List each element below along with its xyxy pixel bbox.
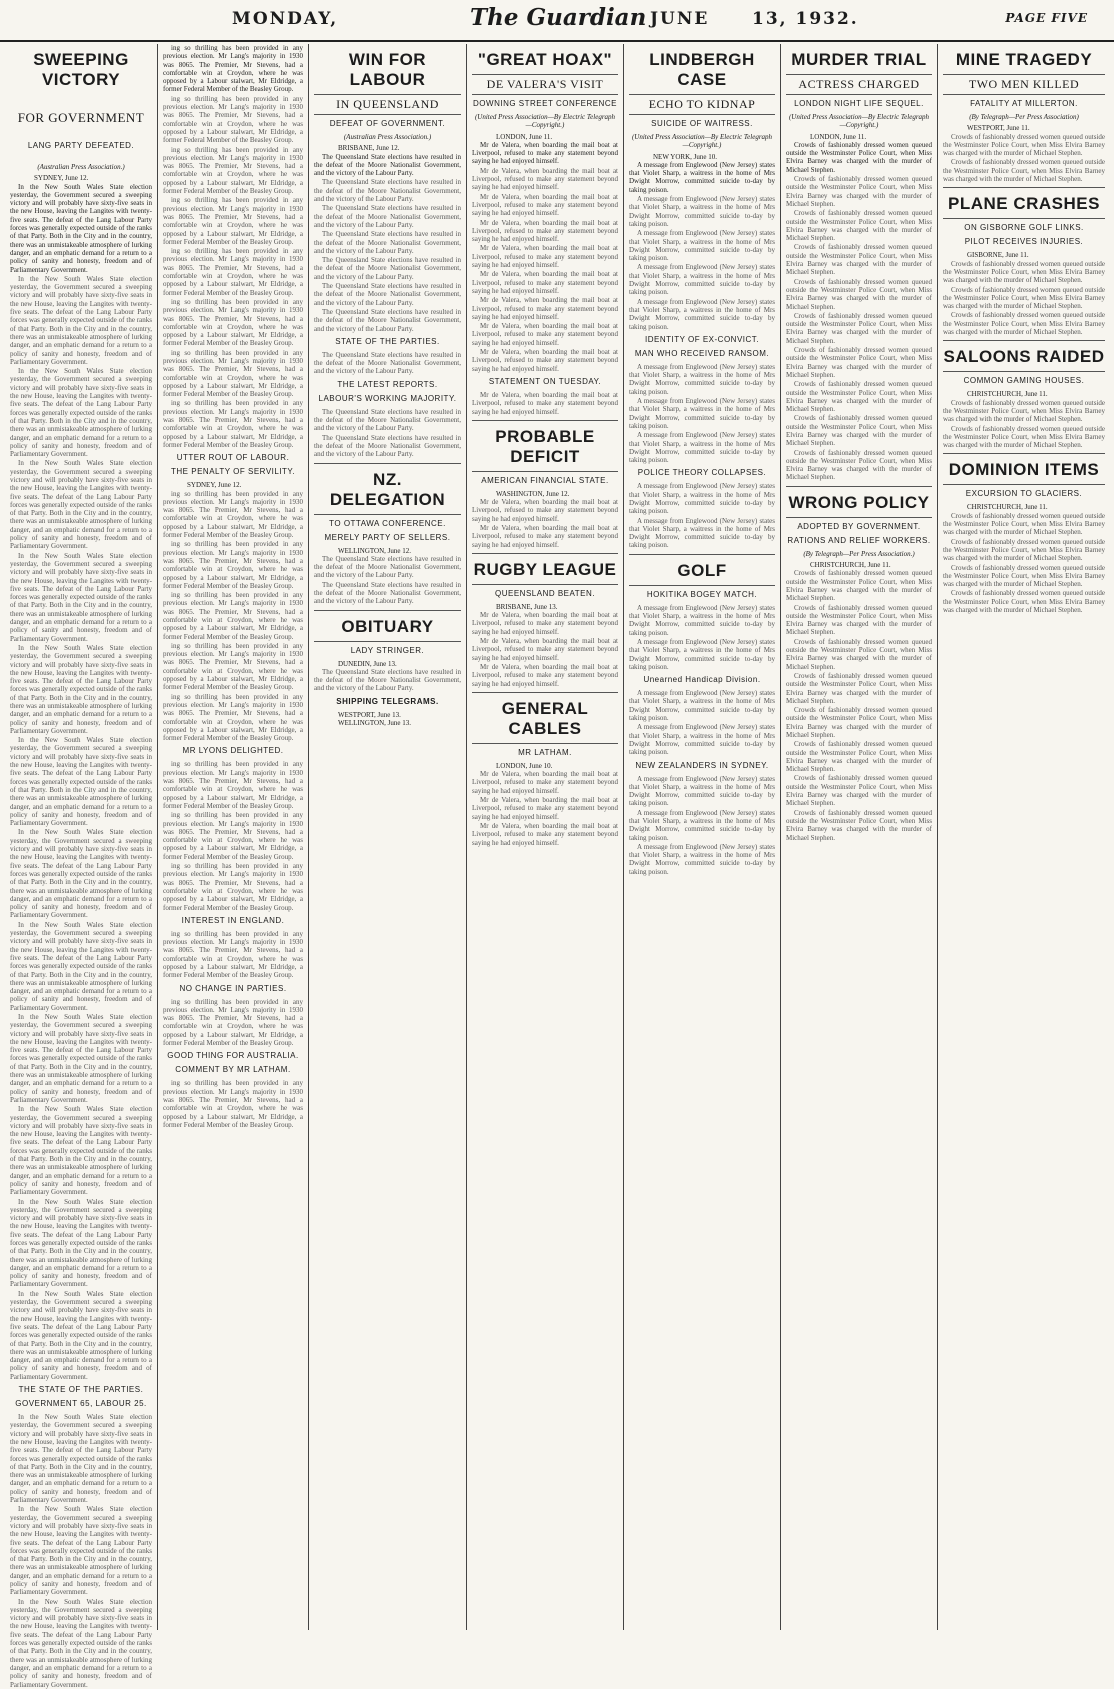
article-text: A message from Englewood (New Jersey) states that Violet Sharp, a waitress in the home of Mrs Dwight Morrow, committed suicide to-day by taking poison. <box>629 263 775 297</box>
article-text: Crowds of fashionably dressed women queued outside the Westminster Police Court, when Miss Elvira Barney was charged with the murder of Michael Stephen. <box>943 285 1105 311</box>
article-text: Mr de Valera, when boarding the mail boat at Liverpool, refused to make any statement beyond saying he had enjoyed himself. <box>472 523 618 549</box>
column-rule <box>466 44 467 1630</box>
dateline: GISBORNE, June 11. <box>967 251 1029 260</box>
headline: LINDBERGH CASE <box>649 50 755 89</box>
article-text: Mr de Valera, when boarding the mail boat at Liverpool, refused to make any statement beyond saying he had enjoyed himself. <box>472 192 618 218</box>
headline: GENERAL CABLES <box>501 698 589 738</box>
section-heading: GOVERNMENT 65, LABOUR 25. <box>15 1399 147 1409</box>
deck: TO OTTAWA CONFERENCE. <box>329 518 446 528</box>
dateline: CHRISTCHURCH, June 11. <box>967 390 1048 399</box>
article-text: Crowds of fashionably dressed women queued outside the Westminster Police Court, when Miss Elvira Barney was charged with the murder of Michael Stephen. <box>943 511 1105 537</box>
article-text: A message from Englewood (New Jersey) states that Violet Sharp, a waitress in the home of Mrs Dwight Morrow, committed suicide to-day by taking poison. <box>629 431 775 465</box>
article-text: Crowds of fashionably dressed women queued outside the Westminster Police Court, when Miss Elvira Barney was charged with the murder of Michael Stephen. <box>943 589 1105 614</box>
dateline: NEW YORK, June 10. <box>653 152 717 161</box>
article-text: Mr de Valera, when boarding the mail boat at Liverpool, refused to make any statement beyond saying he had enjoyed himself. <box>472 322 618 347</box>
dateline: WESTPORT, June 13. <box>338 710 401 719</box>
masthead-title: The Guardian <box>470 4 647 31</box>
article-text: The Queensland State elections have resulted in the defeat of the Moore Nationalist Government, and the victory of the Labour Party. <box>314 407 461 433</box>
deck: DOWNING STREET CONFERENCE <box>473 99 617 108</box>
subheadline: IN QUEENSLAND <box>314 94 461 115</box>
section-heading: GOOD THING FOR AUSTRALIA. <box>167 1051 299 1061</box>
column-1 <box>10 44 152 1689</box>
article-text: The Queensland State elections have resulted in the defeat of the Moore Nationalist Government, and the victory of the Labour Party. <box>314 152 461 178</box>
article-text: ing so thrilling has been provided in any previous election. Mr Lang's majority in 1930 was 8065. The Premier, Mr Stevens, had a comfortable win at Croydon, where he was opposed by a Labour stalwart, Mr Eldridge, a former Federal Member of the Beasley Group. <box>163 692 303 743</box>
headline: WRONG POLICY <box>788 492 930 512</box>
article-text: A message from Englewood (New Jersey) states that Violet Sharp, a waitress in the home of Mrs Dwight Morrow, committed suicide to-day by taking poison. <box>629 229 775 263</box>
article-text: In the New South Wales State election yesterday, the Government secured a sweeping victory and will probably have sixty-five seats in the new House, leaving the Langites with twenty-five seats. The defeat of the Lang Labour Party forces was generally expected outside of the ranks of that Party. Both in the City and in the country, there was an unmistakeable atmosphere of lurking danger, and an emphatic demand for a return to a policy of sanity and honesty, freedom and of Parliamentary Government. <box>10 1012 152 1104</box>
article-text: In the New South Wales State election yesterday, the Government secured a sweeping victory and will probably have sixty-five seats in the new House, leaving the Langites with twenty-five seats. The defeat of the Lang Labour Party forces was generally expected outside of the ranks of that Party. Both in the City and in the country, there was an unmistakeable atmosphere of lurking danger, and an emphatic demand for a return to a policy of sanity and honesty, freedom and of Parliamentary Government. <box>10 274 152 366</box>
headline: PROBABLE DEFICIT <box>495 426 595 466</box>
article-text: In the New South Wales State election yesterday, the Government secured a sweeping victory and will probably have sixty-five seats in the new House, leaving the Langites with twenty-five seats. The defeat of the Lang Labour Party forces was generally expected outside of the ranks of that Party. Both in the City and in the country, there was an unmistakeable atmosphere of lurking danger, and an emphatic demand for a return to a policy of sanity and honesty, freedom and of Parliamentary Government. <box>10 1289 152 1381</box>
dateline: LONDON, June 11. <box>810 132 867 141</box>
article-text: ing so thrilling has been provided in any previous election. Mr Lang's majority in 1930 was 8065. The Premier, Mr Stevens, had a comfortable win at Croydon, where he was opposed by a Labour stalwart, Mr Eldridge, a former Federal Member of the Beasley Group. <box>163 145 303 196</box>
masthead <box>0 0 1114 42</box>
article-text: ing so thrilling has been provided in any previous election. Mr Lang's majority in 1930 was 8065. The Premier, Mr Stevens, had a comfortable win at Croydon, where he was opposed by a Labour stalwart, Mr Eldridge, a former Federal Member of the Beasley Group. <box>163 399 303 449</box>
article-text: Crowds of fashionably dressed women queued outside the Westminster Police Court, when Miss Elvira Barney was charged with the murder of Michael Stephen. <box>786 243 932 277</box>
section-heading: Unearned Handicap Division. <box>643 675 761 685</box>
masthead-date: 13, 1932. <box>752 9 859 29</box>
article-text: A message from Englewood (New Jersey) states that Violet Sharp, a waitress in the home of Mrs Dwight Morrow, committed suicide to-day by taking poison. <box>629 297 775 331</box>
article-text: In the New South Wales State election yesterday, the Government secured a sweeping victory and will probably have sixty-five seats in the new House, leaving the Langites with twenty-five seats. The defeat of the Lang Labour Party forces was generally expected outside of the ranks of that Party. Both in the City and in the country, there was an unmistakeable atmosphere of lurking danger, and an emphatic demand for a return to a policy of sanity and honesty, freedom and of Parliamentary Government. <box>10 736 152 828</box>
column-rule <box>780 44 781 1630</box>
dateline: LONDON, June 10. <box>496 761 553 770</box>
article-text: ing so thrilling has been provided in any previous election. Mr Lang's majority in 1930 was 8065. The Premier, Mr Stevens, had a comfortable win at Croydon, where he was opposed by a Labour stalwart, Mr Eldridge, a former Federal Member of the Beasley Group. <box>163 489 303 540</box>
article-text: Mr de Valera, when boarding the mail boat at Liverpool, refused to make any statement beyond saying he had enjoyed himself. <box>472 611 618 636</box>
section-heading: UTTER ROUT OF LABOUR. <box>176 453 290 463</box>
section-heading: IDENTITY OF EX-CONVICT. <box>644 334 760 344</box>
dateline: SYDNEY, June 12. <box>34 174 89 183</box>
section-heading: SHIPPING TELEGRAMS. <box>336 696 439 706</box>
subheadline: DE VALERA'S VISIT <box>472 74 618 95</box>
section-heading: INTEREST IN ENGLAND. <box>181 915 285 925</box>
article-text: Crowds of fashionably dressed women queued outside the Westminster Police Court, when Miss Elvira Barney was charged with the murder of Michael Stephen. <box>786 808 932 842</box>
article-text: Crowds of fashionably dressed women queued outside the Westminster Police Court, when Miss Elvira Barney was charged with the murder of Michael Stephen. <box>943 398 1105 424</box>
section-heading: NEW ZEALANDERS IN SYDNEY. <box>635 760 769 770</box>
source-line: (United Press Association—By Electric Telegraph—Copyright.) <box>788 113 930 130</box>
subheadline: FOR GOVERNMENT <box>17 110 145 125</box>
section-heading: THE PENALTY OF SERVILITY. <box>171 467 295 477</box>
dateline: WELLINGTON, June 13. <box>338 719 411 728</box>
dateline: CHRISTCHURCH, June 11. <box>810 561 891 570</box>
deck: QUEENSLAND BEATEN. <box>495 588 595 598</box>
article-text: Crowds of fashionably dressed women queued outside the Westminster Police Court, when Miss Elvira Barney was charged with the murder of Michael Stephen. <box>786 603 932 637</box>
column-2 <box>163 44 303 1630</box>
article-text: A message from Englewood (New Jersey) states that Violet Sharp, a waitress in the home of Mrs Dwight Morrow, committed suicide to-day by taking poison. <box>629 160 775 194</box>
article-text: The Queensland State elections have resulted in the defeat of the Moore Nationalist Government, and the victory of the Labour Party. <box>314 282 461 307</box>
source-line: (By Telegraph—Per Press Association.) <box>803 549 915 558</box>
article-text: In the New South Wales State election yesterday, the Government secured a sweeping victory and will probably have sixty-five seats in the new House, leaving the Langites with twenty-five seats. The defeat of the Lang Labour Party forces was generally expected outside of the ranks of that Party. Both in the City and in the country, there was an unmistakeable atmosphere of lurking danger, and an emphatic demand for a return to a policy of sanity and honesty, freedom and of Parliamentary Government. <box>10 1105 152 1197</box>
article-text: Crowds of fashionably dressed women queued outside the Westminster Police Court, when Miss Elvira Barney was charged with the murder of Michael Stephen. <box>786 637 932 671</box>
article-text: In the New South Wales State election yesterday, the Government secured a sweeping victory and will probably have sixty-five seats in the new House, leaving the Langites with twenty-five seats. The defeat of the Lang Labour Party forces was generally expected outside of the ranks of that Party. Both in the City and in the country, there was an unmistakeable atmosphere of lurking danger, and an emphatic demand for a return to a policy of sanity and honesty, freedom and of Parliamentary Government. <box>10 1197 152 1289</box>
article-text: ing so thrilling has been provided in any previous election. Mr Lang's majority in 1930 was 8065. The Premier, Mr Stevens, had a comfortable win at Croydon, where he was opposed by a Labour stalwart, Mr Eldridge, a former Federal Member of the Beasley Group. <box>163 44 303 94</box>
article-text: Mr de Valera, when boarding the mail boat at Liverpool, refused to make any statement beyond saying he had enjoyed himself. <box>472 140 618 166</box>
masthead-day: MONDAY, <box>232 9 339 29</box>
article-text: Crowds of fashionably dressed women queued outside the Westminster Police Court, when Miss Elvira Barney was charged with the murder of Michael Stephen. <box>786 414 932 448</box>
article-text: ing so thrilling has been provided in any previous election. Mr Lang's majority in 1930 was 8065. The Premier, Mr Stevens, had a comfortable win at Croydon, where he was opposed by a Labour stalwart, Mr Eldridge, a former Federal Member of the Beasley Group. <box>163 1079 303 1129</box>
subheadline: TWO MEN KILLED <box>943 74 1105 95</box>
section-heading: THE LATEST REPORTS. <box>337 379 438 389</box>
column-rule <box>937 44 938 1630</box>
article-text: A message from Englewood (New Jersey) states that Violet Sharp, a waitress in the home of Mrs Dwight Morrow, committed suicide to-day by taking poison. <box>629 516 775 550</box>
column-rule <box>157 44 158 1630</box>
article-text: Mr de Valera, when boarding the mail boat at Liverpool, refused to make any statement beyond saying he had enjoyed himself. <box>472 348 618 373</box>
article-text: The Queensland State elections have resulted in the defeat of the Moore Nationalist Government, and the victory of the Labour Party. <box>314 178 461 204</box>
article-text: A message from Englewood (New Jersey) states that Violet Sharp, a waitress in the home of Mrs Dwight Morrow, committed suicide to-day by taking poison. <box>629 842 775 876</box>
article-text: Crowds of fashionably dressed women queued outside the Westminster Police Court, when Miss Elvira Barney was charged with the murder of Michael Stephen. <box>786 448 932 482</box>
column-7 <box>943 44 1105 1630</box>
article-text: ing so thrilling has been provided in any previous election. Mr Lang's majority in 1930 was 8065. The Premier, Mr Stevens, had a comfortable win at Croydon, where he was opposed by a Labour stalwart, Mr Eldridge, a former Federal Member of the Beasley Group. <box>163 94 303 145</box>
section-heading: LABOUR'S WORKING MAJORITY. <box>318 393 457 403</box>
article-text: Crowds of fashionably dressed women queued outside the Westminster Police Court, when Miss Elvira Barney was charged with the murder of Michael Stephen. <box>943 132 1105 158</box>
article-text: The Queensland State elections have resulted in the defeat of the Moore Nationalist Government, and the victory of the Labour Party. <box>314 667 461 693</box>
column-6 <box>786 44 932 1630</box>
article-text: In the New South Wales State election yesterday, the Government secured a sweeping victory and will probably have sixty-five seats in the new House, leaving the Langites with twenty-five seats. The defeat of the Lang Labour Party forces was generally expected outside of the ranks of that Party. Both in the City and in the country, there was an unmistakeable atmosphere of lurking danger, and an emphatic demand for a return to a policy of sanity and honesty, freedom and of Parliamentary Government. <box>10 551 152 643</box>
section-heading: POLICE THEORY COLLAPSES. <box>637 468 767 478</box>
article-text: The Queensland State elections have resulted in the defeat of the Moore Nationalist Government, and the victory of the Labour Party. <box>314 256 461 281</box>
deck: PILOT RECEIVES INJURIES. <box>964 237 1084 247</box>
article-text: Crowds of fashionably dressed women queued outside the Westminster Police Court, when Miss Elvira Barney was charged with the murder of Michael Stephen. <box>786 706 932 739</box>
article-text: In the New South Wales State election yesterday, the Government secured a sweeping victory and will probably have sixty-five seats in the new House, leaving the Langites with twenty-five seats. The defeat of the Lang Labour Party forces was generally expected outside of the ranks of that Party. Both in the City and in the country, there was an unmistakeable atmosphere of lurking danger, and an emphatic demand for a return to a policy of sanity and honesty, freedom and of Parliamentary Government. <box>10 828 152 920</box>
article-text: A message from Englewood (New Jersey) states that Violet Sharp, a waitress in the home of Mrs Dwight Morrow, committed suicide to-day by taking poison. <box>629 482 775 516</box>
headline: SALOONS RAIDED <box>943 347 1105 367</box>
article-text: ing so thrilling has been provided in any previous election. Mr Lang's majority in 1930 was 8065. The Premier, Mr Stevens, had a comfortable win at Croydon, where he was opposed by a Labour stalwart, Mr Eldridge, a former Federal Member of the Beasley Group. <box>163 591 303 641</box>
article-text: The Queensland State elections have resulted in the defeat of the Moore Nationalist Government, and the victory of the Labour Party. <box>314 350 461 376</box>
article-text: The Queensland State elections have resulted in the defeat of the Moore Nationalist Government, and the victory of the Labour Party. <box>314 204 461 229</box>
section-heading: STATE OF THE PARTIES. <box>335 336 440 346</box>
article-text: ing so thrilling has been provided in any previous election. Mr Lang's majority in 1930 was 8065. The Premier, Mr Stevens, had a comfortable win at Croydon, where he was opposed by a Labour stalwart, Mr Eldridge, a former Federal Member of the Beasley Group. <box>163 540 303 590</box>
article-text: Crowds of fashionably dressed women queued outside the Westminster Police Court, when Miss Elvira Barney was charged with the murder of Michael Stephen. <box>786 774 932 808</box>
headline: NZ. DELEGATION <box>329 469 446 509</box>
page-number: PAGE FIVE <box>1005 11 1088 25</box>
article-text: In the New South Wales State election yesterday, the Government secured a sweeping victory and will probably have sixty-five seats in the new House, leaving the Langites with twenty-five seats. The defeat of the Lang Labour Party forces was generally expected outside of the ranks of that Party. Both in the City and in the country, there was an unmistakeable atmosphere of lurking danger, and an emphatic demand for a return to a policy of sanity and honesty, freedom and of Parliamentary Government. <box>10 1597 152 1689</box>
deck: AMERICAN FINANCIAL STATE. <box>481 475 609 485</box>
article-text: ing so thrilling has been provided in any previous election. Mr Lang's majority in 1930 was 8065. The Premier, Mr Stevens, had a comfortable win at Croydon, where he was opposed by a Labour stalwart, Mr Eldridge, a former Federal Member of the Beasley Group. <box>163 929 303 980</box>
article-text: In the New South Wales State election yesterday, the Government secured a sweeping victory and will probably have sixty-five seats in the new House, leaving the Langites with twenty-five seats. The defeat of the Lang Labour Party forces was generally expected outside of the ranks of that Party. Both in the City and in the country, there was an unmistakeable atmosphere of lurking danger, and an emphatic demand for a return to a policy of sanity and honesty, freedom and of Parliamentary Government. <box>10 920 152 1012</box>
article-text: In the New South Wales State election yesterday, the Government secured a sweeping victory and will probably have sixty-five seats in the new House, leaving the Langites with twenty-five seats. The defeat of the Lang Labour Party forces was generally expected outside of the ranks of that Party. Both in the City and in the country, there was an unmistakeable atmosphere of lurking danger, and an emphatic demand for a return to a policy of sanity and honesty, freedom and of Parliamentary Government. <box>10 1505 152 1597</box>
dateline: WESTPORT, June 11. <box>967 124 1030 133</box>
headline: GOLF <box>677 560 727 580</box>
article-text: The Queensland State elections have resulted in the defeat of the Moore Nationalist Government, and the victory of the Labour Party. <box>314 307 461 333</box>
dateline: SYDNEY, June 12. <box>187 481 242 490</box>
column-4 <box>472 44 618 1630</box>
article-text: Mr de Valera, when boarding the mail boat at Liverpool, refused to make any statement beyond saying he had enjoyed himself. <box>472 662 618 688</box>
article-text: ing so thrilling has been provided in any previous election. Mr Lang's majority in 1930 was 8065. The Premier, Mr Stevens, had a comfortable win at Croydon, where he was opposed by a Labour stalwart, Mr Eldridge, a former Federal Member of the Beasley Group. <box>163 348 303 399</box>
article-text: A message from Englewood (New Jersey) states that Violet Sharp, a waitress in the home of Mrs Dwight Morrow, committed suicide to-day by taking poison. <box>629 808 775 842</box>
article-text: Crowds of fashionably dressed women queued outside the Westminster Police Court, when Miss Elvira Barney was charged with the murder of Michael Stephen. <box>786 346 932 379</box>
article-text: The Queensland State elections have resulted in the defeat of the Moore Nationalist Government, and the victory of the Labour Party. <box>314 580 461 606</box>
deck: LANG PARTY DEFEATED. <box>27 141 135 150</box>
article-text: Crowds of fashionably dressed women queued outside the Westminster Police Court, when Miss Elvira Barney was charged with the murder of Michael Stephen. <box>786 175 932 208</box>
headline: MINE TRAGEDY <box>955 50 1093 69</box>
section-heading: MR LYONS DELIGHTED. <box>182 746 284 756</box>
deck: HOKITIKA BOGEY MATCH. <box>646 589 758 599</box>
headline: PLANE CRASHES <box>948 194 1100 214</box>
article-text: Crowds of fashionably dressed women queued outside the Westminster Police Court, when Miss Elvira Barney was charged with the murder of Michael Stephen. <box>943 259 1105 285</box>
article-text: A message from Englewood (New Jersey) states that Violet Sharp, a waitress in the home of Mrs Dwight Morrow, committed suicide to-day by taking poison. <box>629 723 775 757</box>
article-text: Crowds of fashionably dressed women queued outside the Westminster Police Court, when Miss Elvira Barney was charged with the murder of Michael Stephen. <box>786 209 932 243</box>
deck: FATALITY AT MILLERTON. <box>970 99 1078 108</box>
article-text: Mr de Valera, when boarding the mail boat at Liverpool, refused to make any statement beyond saying he had enjoyed himself. <box>472 218 618 244</box>
article-text: ing so thrilling has been provided in any previous election. Mr Lang's majority in 1930 was 8065. The Premier, Mr Stevens, had a comfortable win at Croydon, where he was opposed by a Labour stalwart, Mr Eldridge, a former Federal Member of the Beasley Group. <box>163 760 303 810</box>
article-text: Mr de Valera, when boarding the mail boat at Liverpool, refused to make any statement beyond saying he had enjoyed himself. <box>472 498 618 523</box>
article-text: A message from Englewood (New Jersey) states that Violet Sharp, a waitress in the home of Mrs Dwight Morrow, committed suicide to-day by taking poison. <box>629 637 775 671</box>
section-heading: MAN WHO RECEIVED RANSOM. <box>634 348 770 358</box>
dateline: LONDON, June 11. <box>496 132 553 141</box>
section-heading: COMMENT BY MR LATHAM. <box>175 1065 291 1075</box>
article-text: Crowds of fashionably dressed women queued outside the Westminster Police Court, when Miss Elvira Barney was charged with the murder of Michael Stephen. <box>943 311 1105 337</box>
source-line: (By Telegraph—Per Press Association) <box>969 113 1079 121</box>
deck: MERELY PARTY OF SELLERS. <box>324 532 451 542</box>
article-text: A message from Englewood (New Jersey) states that Violet Sharp, a waitress in the home of Mrs Dwight Morrow, committed suicide to-day by taking poison. <box>629 397 775 430</box>
section-heading: STATEMENT ON TUESDAY. <box>488 376 602 386</box>
article-text: In the New South Wales State election yesterday, the Government secured a sweeping victory and will probably have sixty-five seats in the new House, leaving the Langites with twenty-five seats. The defeat of the Lang Labour Party forces was generally expected outside of the ranks of that Party. Both in the City and in the country, there was an unmistakeable atmosphere of lurking danger, and an emphatic demand for a return to a policy of sanity and honesty, freedom and of Parliamentary Government. <box>10 182 152 274</box>
deck: EXCURSION TO GLACIERS. <box>965 489 1083 499</box>
deck: MR LATHAM. <box>518 747 572 757</box>
headline: RUGBY LEAGUE <box>473 559 617 579</box>
article-text: In the New South Wales State election yesterday, the Government secured a sweeping victory and will probably have sixty-five seats in the new House, leaving the Langites with twenty-five seats. The defeat of the Lang Labour Party forces was generally expected outside of the ranks of that Party. Both in the City and in the country, there was an unmistakeable atmosphere of lurking danger, and an emphatic demand for a return to a policy of sanity and honesty, freedom and of Parliamentary Government. <box>10 643 152 735</box>
article-text: In the New South Wales State election yesterday, the Government secured a sweeping victory and will probably have sixty-five seats in the new House, leaving the Langites with twenty-five seats. The defeat of the Lang Labour Party forces was generally expected outside of the ranks of that Party. Both in the City and in the country, there was an unmistakeable atmosphere of lurking danger, and an emphatic demand for a return to a policy of sanity and honesty, freedom and of Parliamentary Government. <box>10 1413 152 1505</box>
article-text: ing so thrilling has been provided in any previous election. Mr Lang's majority in 1930 was 8065. The Premier, Mr Stevens, had a comfortable win at Croydon, where he was opposed by a Labour stalwart, Mr Eldridge, a former Federal Member of the Beasley Group. <box>163 196 303 246</box>
headline: SWEEPING VICTORY <box>33 50 129 89</box>
subheadline: ECHO TO KIDNAP <box>629 94 775 115</box>
article-text: A message from Englewood (New Jersey) states that Violet Sharp, a waitress in the home of Mrs Dwight Morrow, committed suicide to-day by taking poison. <box>629 689 775 723</box>
masthead-month: JUNE <box>650 9 710 29</box>
article-text: A message from Englewood (New Jersey) states that Violet Sharp, a waitress in the home of Mrs Dwight Morrow, committed suicide to-day by taking poison. <box>629 774 775 808</box>
dateline: BRISBANE, June 12. <box>338 144 400 153</box>
deck: RATIONS AND RELIEF WORKERS. <box>787 535 931 545</box>
deck: ADOPTED BY GOVERNMENT. <box>797 521 921 531</box>
article-text: A message from Englewood (New Jersey) states that Violet Sharp, a waitress in the home of Mrs Dwight Morrow, committed suicide to-day by taking poison. <box>629 362 775 396</box>
column-rule <box>308 44 309 1630</box>
deck: SUICIDE OF WAITRESS. <box>651 119 753 128</box>
article-text: Mr de Valera, when boarding the mail boat at Liverpool, refused to make any statement beyond saying he had enjoyed himself. <box>472 796 618 821</box>
article-text: Crowds of fashionably dressed women queued outside the Westminster Police Court, when Miss Elvira Barney was charged with the murder of Michael Stephen. <box>943 537 1105 563</box>
column-3 <box>314 44 461 1630</box>
source-line: (United Press Association—By Electric Telegraph—Copyright.) <box>474 113 616 130</box>
subheadline: ACTRESS CHARGED <box>786 74 932 95</box>
dateline: DUNEDIN, June 13. <box>338 659 397 668</box>
source-line: (United Press Association—By Electric Telegraph—Copyright.) <box>631 133 773 150</box>
article-text: ing so thrilling has been provided in any previous election. Mr Lang's majority in 1930 was 8065. The Premier, Mr Stevens, had a comfortable win at Croydon, where he was opposed by a Labour stalwart, Mr Eldridge, a former Federal Member of the Beasley Group. <box>163 862 303 912</box>
section-heading: THE STATE OF THE PARTIES. <box>18 1385 144 1395</box>
deck: ON GISBORNE GOLF LINKS. <box>964 223 1084 233</box>
headline: DOMINION ITEMS <box>948 460 1100 480</box>
article-text: The Queensland State elections have resulted in the defeat of the Moore Nationalist Government, and the victory of the Labour Party. <box>314 554 461 580</box>
article-text: Mr de Valera, when boarding the mail boat at Liverpool, refused to make any statement beyond saying he had enjoyed himself. <box>472 390 618 416</box>
headline: "GREAT HOAX" <box>477 50 613 69</box>
article-text: Crowds of fashionably dressed women queued outside the Westminster Police Court, when Miss Elvira Barney was charged with the murder of Michael Stephen. <box>943 424 1105 450</box>
article-text: Mr de Valera, when boarding the mail boat at Liverpool, refused to make any statement beyond saying he had enjoyed himself. <box>472 166 618 192</box>
column-rule <box>623 44 624 1630</box>
article-text: Mr de Valera, when boarding the mail boat at Liverpool, refused to make any statement beyond saying he had enjoyed himself. <box>472 296 618 321</box>
article-text: Crowds of fashionably dressed women queued outside the Westminster Police Court, when Miss Elvira Barney was charged with the murder of Michael Stephen. <box>943 158 1105 184</box>
article-text: In the New South Wales State election yesterday, the Government secured a sweeping victory and will probably have sixty-five seats in the new House, leaving the Langites with twenty-five seats. The defeat of the Lang Labour Party forces was generally expected outside of the ranks of that Party. Both in the City and in the country, there was an unmistakeable atmosphere of lurking danger, and an emphatic demand for a return to a policy of sanity and honesty, freedom and of Parliamentary Government. <box>10 459 152 551</box>
article-text: In the New South Wales State election yesterday, the Government secured a sweeping victory and will probably have sixty-five seats in the new House, leaving the Langites with twenty-five seats. The defeat of the Lang Labour Party forces was generally expected outside of the ranks of that Party. Both in the City and in the country, there was an unmistakeable atmosphere of lurking danger, and an emphatic demand for a return to a policy of sanity and honesty, freedom and of Parliamentary Government. <box>10 367 152 459</box>
deck: DEFEAT OF GOVERNMENT. <box>329 119 446 128</box>
article-text: Mr de Valera, when boarding the mail boat at Liverpool, refused to make any statement beyond saying he had enjoyed himself. <box>472 770 618 795</box>
headline: OBITUARY <box>341 616 434 636</box>
article-text: Crowds of fashionably dressed women queued outside the Westminster Police Court, when Miss Elvira Barney was charged with the murder of Michael Stephen. <box>786 311 932 345</box>
article-text: A message from Englewood (New Jersey) states that Violet Sharp, a waitress in the home of Mrs Dwight Morrow, committed suicide to-day by taking poison. <box>629 603 775 637</box>
article-text: ing so thrilling has been provided in any previous election. Mr Lang's majority in 1930 was 8065. The Premier, Mr Stevens, had a comfortable win at Croydon, where he was opposed by a Labour stalwart, Mr Eldridge, a former Federal Member of the Beasley Group. <box>163 297 303 348</box>
deck: LADY STRINGER. <box>350 645 425 655</box>
dateline: BRISBANE, June 13. <box>496 602 558 611</box>
article-text: Crowds of fashionably dressed women queued outside the Westminster Police Court, when Miss Elvira Barney was charged with the murder of Michael Stephen. <box>786 740 932 774</box>
column-5 <box>629 44 775 1630</box>
article-text: A message from Englewood (New Jersey) states that Violet Sharp, a waitress in the home of Mrs Dwight Morrow, committed suicide to-day by taking poison. <box>629 195 775 228</box>
article-text: Crowds of fashionably dressed women queued outside the Westminster Police Court, when Miss Elvira Barney was charged with the murder of Michael Stephen. <box>786 140 932 174</box>
article-text: Mr de Valera, when boarding the mail boat at Liverpool, refused to make any statement beyond saying he had enjoyed himself. <box>472 637 618 662</box>
article-text: Crowds of fashionably dressed women queued outside the Westminster Police Court, when Miss Elvira Barney was charged with the murder of Michael Stephen. <box>786 671 932 705</box>
headline: WIN FOR LABOUR <box>348 50 427 89</box>
source-line: (Australian Press Association.) <box>37 163 125 171</box>
article-text: ing so thrilling has been provided in any previous election. Mr Lang's majority in 1930 was 8065. The Premier, Mr Stevens, had a comfortable win at Croydon, where he was opposed by a Labour stalwart, Mr Eldridge, a former Federal Member of the Beasley Group. <box>163 997 303 1048</box>
deck: COMMON GAMING HOUSES. <box>963 376 1085 386</box>
source-line: (Australian Press Association.) <box>343 133 432 141</box>
headline: MURDER TRIAL <box>791 50 927 69</box>
article-text: ing so thrilling has been provided in any previous election. Mr Lang's majority in 1930 was 8065. The Premier, Mr Stevens, had a comfortable win at Croydon, where he was opposed by a Labour stalwart, Mr Eldridge, a former Federal Member of the Beasley Group. <box>163 247 303 297</box>
article-text: Crowds of fashionably dressed women queued outside the Westminster Police Court, when Miss Elvira Barney was charged with the murder of Michael Stephen. <box>943 563 1105 589</box>
article-text: Crowds of fashionably dressed women queued outside the Westminster Police Court, when Miss Elvira Barney was charged with the murder of Michael Stephen. <box>786 277 932 311</box>
article-text: The Queensland State elections have resulted in the defeat of the Moore Nationalist Government, and the victory of the Labour Party. <box>314 433 461 459</box>
section-heading: NO CHANGE IN PARTIES. <box>179 983 287 993</box>
deck: LONDON NIGHT LIFE SEQUEL. <box>794 99 924 108</box>
article-text: Mr de Valera, when boarding the mail boat at Liverpool, refused to make any statement beyond saying he had enjoyed himself. <box>472 244 618 270</box>
dateline: WELLINGTON, June 12. <box>338 546 411 555</box>
article-text: Crowds of fashionably dressed women queued outside the Westminster Police Court, when Miss Elvira Barney was charged with the murder of Michael Stephen. <box>786 380 932 414</box>
article-text: ing so thrilling has been provided in any previous election. Mr Lang's majority in 1930 was 8065. The Premier, Mr Stevens, had a comfortable win at Croydon, where he was opposed by a Labour stalwart, Mr Eldridge, a former Federal Member of the Beasley Group. <box>163 811 303 861</box>
article-text: ing so thrilling has been provided in any previous election. Mr Lang's majority in 1930 was 8065. The Premier, Mr Stevens, had a comfortable win at Croydon, where he was opposed by a Labour stalwart, Mr Eldridge, a former Federal Member of the Beasley Group. <box>163 641 303 692</box>
article-text: The Queensland State elections have resulted in the defeat of the Moore Nationalist Government, and the victory of the Labour Party. <box>314 230 461 255</box>
article-text: Crowds of fashionably dressed women queued outside the Westminster Police Court, when Miss Elvira Barney was charged with the murder of Michael Stephen. <box>786 569 932 603</box>
article-text: Mr de Valera, when boarding the mail boat at Liverpool, refused to make any statement beyond saying he had enjoyed himself. <box>472 821 618 847</box>
dateline: CHRISTCHURCH, June 11. <box>967 503 1048 512</box>
dateline: WASHINGTON, June 12. <box>496 489 570 498</box>
article-text: Mr de Valera, when boarding the mail boat at Liverpool, refused to make any statement beyond saying he had enjoyed himself. <box>472 270 618 295</box>
